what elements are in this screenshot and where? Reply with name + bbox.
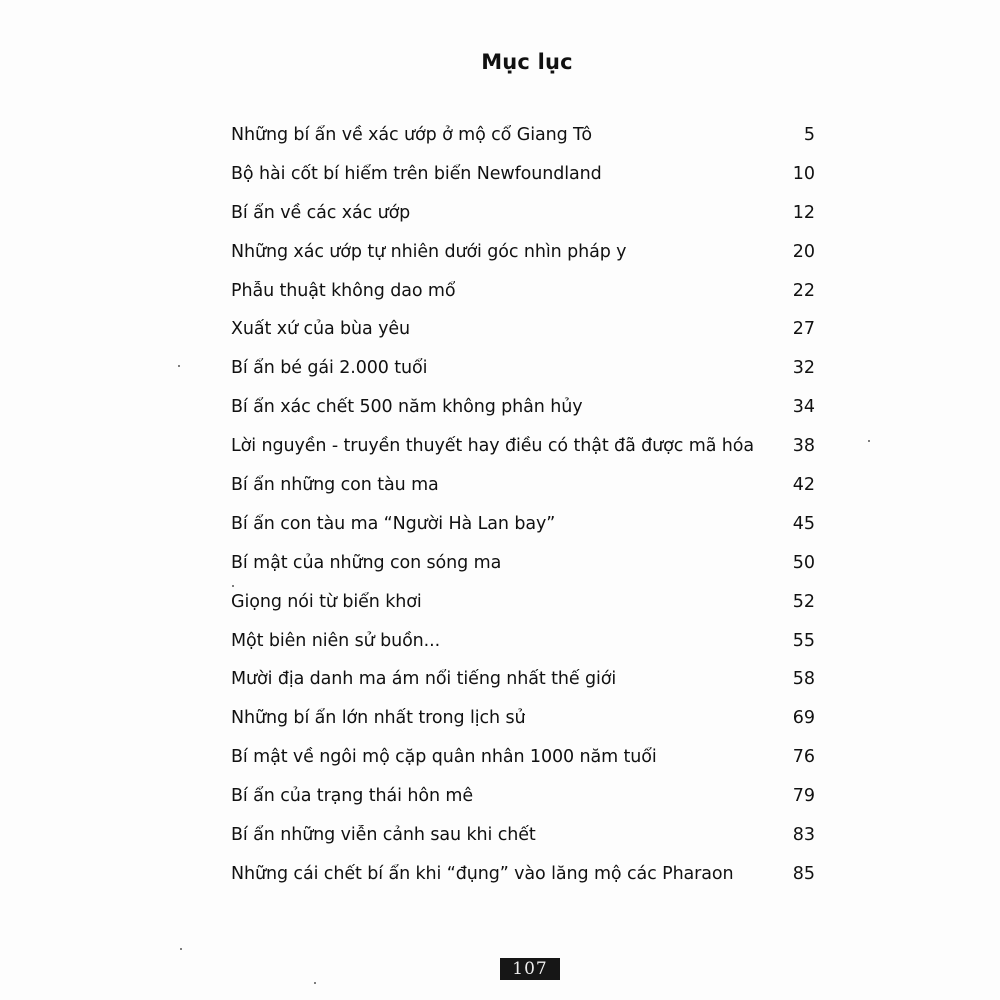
toc-entry [231, 125, 815, 164]
toc-entry-title: Xuất xứ của bùa yêu [231, 319, 411, 340]
toc-entry [231, 631, 815, 670]
toc-entry-title: Một biên niên sử buồn... [231, 630, 441, 651]
toc-entry-page: 38 [792, 436, 815, 457]
toc-entry-title: Phẫu thuật không dao mổ [231, 280, 456, 301]
toc-entry-page: 52 [792, 591, 815, 612]
toc-entry-title: Mười địa danh ma ám nổi tiếng nhất thế giới [231, 669, 617, 690]
toc-entry-title: Bí ẩn xác chết 500 năm không phân hủy [231, 397, 583, 418]
toc-entry [231, 669, 815, 708]
toc-entry [231, 825, 815, 864]
toc-entry-page: 42 [792, 475, 815, 496]
toc-entry-title: Bí mật của những con sóng ma [231, 552, 502, 573]
toc-entry-title: Những cái chết bí ẩn khi “đụng” vào lăng mộ các Pharaon [231, 863, 734, 884]
toc-entry-page: 12 [792, 202, 815, 223]
toc-entry [231, 592, 815, 631]
toc-entry-page: 83 [792, 825, 815, 846]
paper-speck [232, 585, 234, 587]
toc-entry [231, 164, 815, 203]
toc-entry-title: Lời nguyền - truyền thuyết hay điều có thật đã được mã hóa [231, 436, 755, 457]
toc-entry-title: Bí ẩn con tàu ma “Người Hà Lan bay” [231, 513, 556, 534]
toc-entry-page: 32 [792, 358, 815, 379]
toc-entry-title: Những bí ẩn về xác ướp ở mộ cổ Giang Tô [231, 125, 592, 145]
paper-speck [180, 948, 182, 950]
toc-entry [231, 475, 815, 514]
toc-entry [231, 358, 815, 397]
toc-entry-page: 34 [792, 397, 815, 418]
toc-entry [231, 203, 815, 242]
table-of-contents [231, 125, 815, 903]
toc-entry-title: Bí ẩn bé gái 2.000 tuổi [231, 358, 428, 379]
toc-entry [231, 319, 815, 358]
toc-entry-page: 50 [792, 552, 815, 573]
page-number: 107 [500, 958, 560, 980]
toc-entry-title: Bí ẩn những viễn cảnh sau khi chết [231, 825, 536, 846]
toc-entry-page: 58 [792, 669, 815, 690]
toc-entry [231, 242, 815, 281]
toc-entry [231, 708, 815, 747]
page-title: Mục lục [481, 50, 573, 74]
toc-entry-title: Bí ẩn những con tàu ma [231, 475, 439, 496]
toc-entry-page: 45 [792, 513, 815, 534]
toc-entry-page: 55 [792, 630, 815, 651]
toc-entry-page: 10 [792, 163, 815, 184]
toc-entry-title: Những bí ẩn lớn nhất trong lịch sử [231, 708, 526, 729]
toc-entry [231, 553, 815, 592]
toc-entry-title: Những xác ướp tự nhiên dưới góc nhìn pháp y [231, 241, 627, 262]
toc-entry-page: 69 [792, 708, 815, 729]
toc-entry-page: 22 [792, 280, 815, 301]
toc-entry [231, 514, 815, 553]
toc-entry-page: 79 [792, 786, 815, 807]
toc-entry-page: 76 [792, 747, 815, 768]
toc-entry [231, 747, 815, 786]
toc-entry-title: Bộ hài cốt bí hiểm trên biển Newfoundland [231, 163, 602, 184]
toc-entry [231, 281, 815, 320]
toc-entry [231, 397, 815, 436]
paper-speck [868, 440, 870, 442]
toc-entry-title: Bí ẩn về các xác ướp [231, 202, 411, 223]
toc-entry-title: Bí ẩn của trạng thái hôn mê [231, 786, 474, 807]
toc-entry-title: Giọng nói từ biển khơi [231, 591, 422, 612]
toc-entry [231, 786, 815, 825]
paper-speck [314, 982, 316, 984]
toc-entry-page: 20 [792, 241, 815, 262]
toc-entry-page: 85 [792, 863, 815, 884]
toc-entry [231, 864, 815, 903]
toc-entry-page: 5 [803, 125, 815, 145]
toc-entry-title: Bí mật về ngôi mộ cặp quân nhân 1000 năm tuổi [231, 747, 657, 768]
toc-entry [231, 436, 815, 475]
toc-entry-page: 27 [792, 319, 815, 340]
paper-speck [178, 365, 180, 367]
